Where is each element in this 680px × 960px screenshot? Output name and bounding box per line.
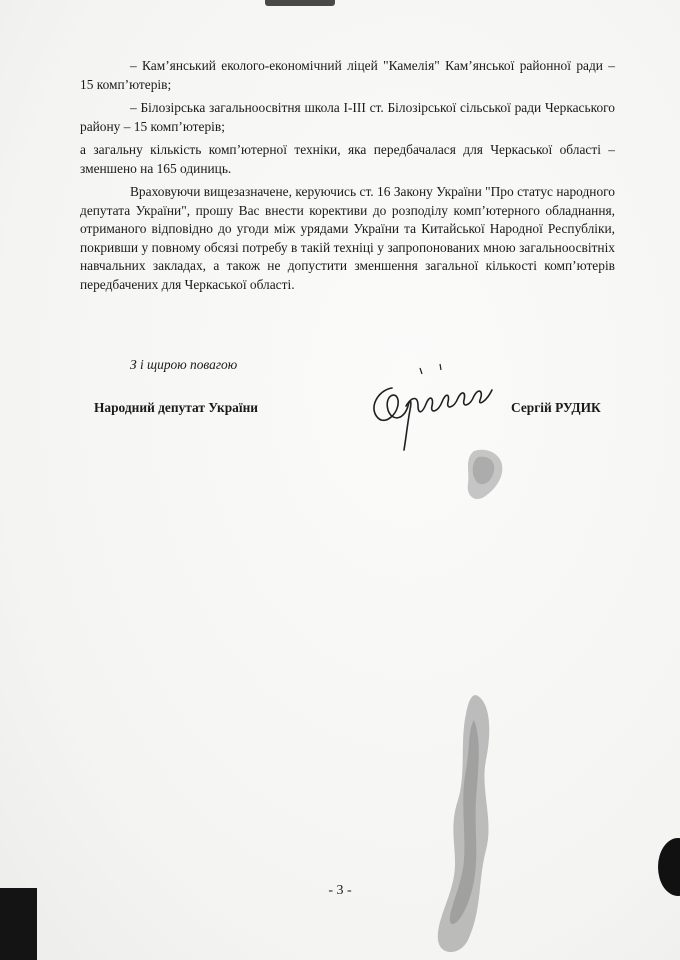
request-paragraph: Враховуючи вищезазначене, керуючись ст. 16 Закону України "Про статус народного депутата України", прошу Вас внести корективи до розподілу комп’ютерного обладнання, отриманого відповідно до угоди між урядами України та Китайської Народної Республіки, покривши у повному обсязі потребу в такій техніці у запропонованих мною загальноосвітніх навчальних закладах, а також не допустити зменшення загальної кількості комп’ютерів передбачених для Черкаської області. <box>80 184 615 292</box>
scan-corner-shadow <box>0 888 37 960</box>
signer-title: Народний депутат України <box>94 400 259 415</box>
scan-top-edge-mark <box>265 0 335 6</box>
faded-stamp-mark <box>460 445 510 505</box>
total-reduction-paragraph: а загальну кількість комп’ютерної техніки, яка передбачалася для Черкаської області – зменшено на 165 одиниць. <box>80 142 615 176</box>
page-number: - 3 - <box>328 883 352 898</box>
list-item-kamianka-lyceum: – Кам’янський еколого-економічний ліцей "Камелія" Кам’янської районної ради – 15 комп’ютерів; <box>80 58 615 92</box>
closing-greeting: З і щирою повагою <box>130 357 238 372</box>
list-item-bilozirska-school: – Білозірська загальноосвітня школа I-III ст. Білозірської сільської ради Черкаського району – 15 комп’ютерів; <box>80 100 615 134</box>
signer-name: Сергій РУДИК <box>511 400 601 415</box>
faded-seal-impression <box>420 690 510 960</box>
